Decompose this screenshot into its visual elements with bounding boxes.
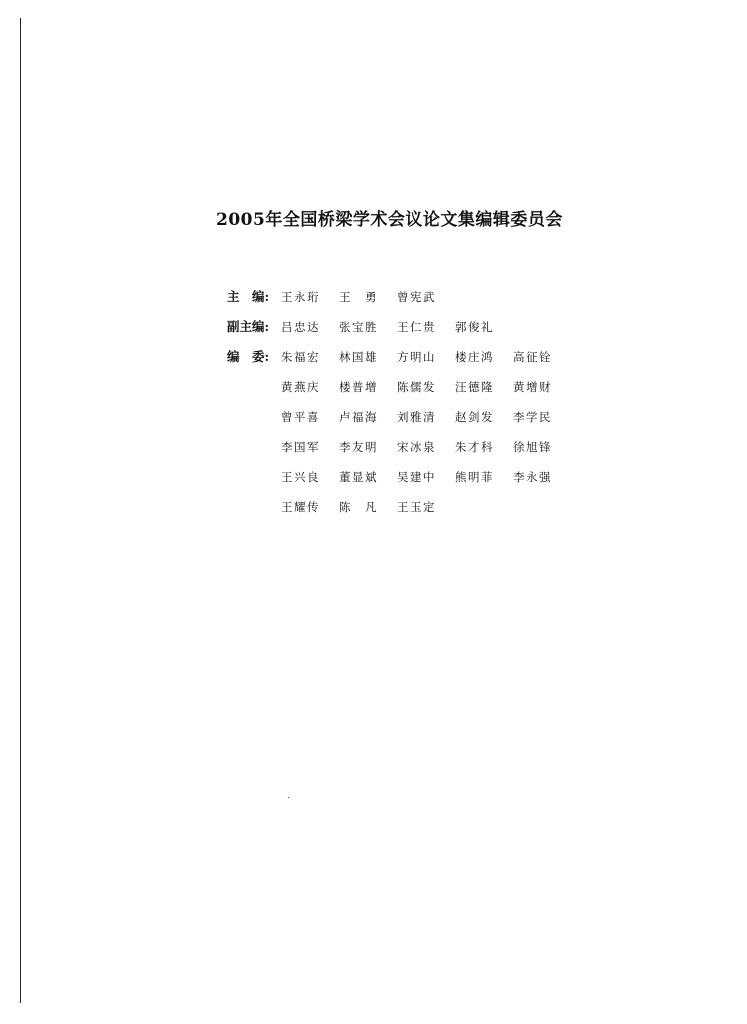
member-name: 张宝胜 bbox=[339, 320, 378, 334]
member-name: 方明山 bbox=[397, 350, 436, 364]
committee-row bbox=[227, 462, 571, 492]
member-name: 王耀传 bbox=[281, 500, 320, 514]
member-name: 楼普增 bbox=[339, 380, 378, 394]
committee-row bbox=[227, 282, 571, 312]
member-name: 朱才科 bbox=[455, 440, 494, 454]
member-name: 宋冰泉 bbox=[397, 440, 436, 454]
member-name: 徐旭锋 bbox=[513, 440, 552, 454]
member-name: 李友明 bbox=[339, 440, 378, 454]
member-names bbox=[281, 402, 571, 432]
member-name: 陈 凡 bbox=[339, 500, 378, 514]
role-label: 主 编: bbox=[227, 289, 270, 304]
member-name: 黄增财 bbox=[513, 380, 552, 394]
committee-row bbox=[227, 432, 571, 462]
member-name: 赵剑发 bbox=[455, 410, 494, 424]
member-name: 李国军 bbox=[281, 440, 320, 454]
member-name: 卢福海 bbox=[339, 410, 378, 424]
member-names bbox=[281, 342, 571, 372]
page-title: 2005年全国桥梁学术会议论文集编辑委员会 bbox=[216, 210, 563, 230]
member-name: 郭俊礼 bbox=[455, 320, 494, 334]
member-names bbox=[281, 282, 455, 312]
member-name: 楼庄鸿 bbox=[455, 350, 494, 364]
role-label: 副主编: bbox=[227, 319, 270, 334]
member-name: 李永强 bbox=[513, 470, 552, 484]
member-name: 曾平喜 bbox=[281, 410, 320, 424]
member-name: 高征铨 bbox=[513, 350, 552, 364]
member-name: 王兴良 bbox=[281, 470, 320, 484]
committee-roster bbox=[227, 282, 571, 522]
binding-line bbox=[20, 18, 21, 1003]
member-name: 熊明菲 bbox=[455, 470, 494, 484]
member-name: 朱福宏 bbox=[281, 350, 320, 364]
member-names bbox=[281, 372, 571, 402]
member-name: 李学民 bbox=[513, 410, 552, 424]
member-names bbox=[281, 462, 571, 492]
member-names bbox=[281, 492, 455, 522]
role-label: 编 委: bbox=[227, 349, 270, 364]
member-name: 吕忠达 bbox=[281, 320, 320, 334]
member-name: 黄燕庆 bbox=[281, 380, 320, 394]
stray-mark bbox=[288, 797, 289, 798]
member-name: 王仁贵 bbox=[397, 320, 436, 334]
member-name: 董显斌 bbox=[339, 470, 378, 484]
member-name: 林国雄 bbox=[339, 350, 378, 364]
member-name: 汪德隆 bbox=[455, 380, 494, 394]
member-name: 吴建中 bbox=[397, 470, 436, 484]
member-name: 刘雅清 bbox=[397, 410, 436, 424]
member-name: 王永珩 bbox=[281, 290, 320, 304]
committee-row bbox=[227, 342, 571, 372]
committee-row bbox=[227, 402, 571, 432]
committee-row bbox=[227, 312, 571, 342]
committee-row bbox=[227, 372, 571, 402]
member-name: 陈儒发 bbox=[397, 380, 436, 394]
member-name: 曾宪武 bbox=[397, 290, 436, 304]
member-name: 王玉定 bbox=[397, 500, 436, 514]
member-names bbox=[281, 312, 513, 342]
member-name: 王 勇 bbox=[339, 290, 378, 304]
committee-row bbox=[227, 492, 571, 522]
member-names bbox=[281, 432, 571, 462]
